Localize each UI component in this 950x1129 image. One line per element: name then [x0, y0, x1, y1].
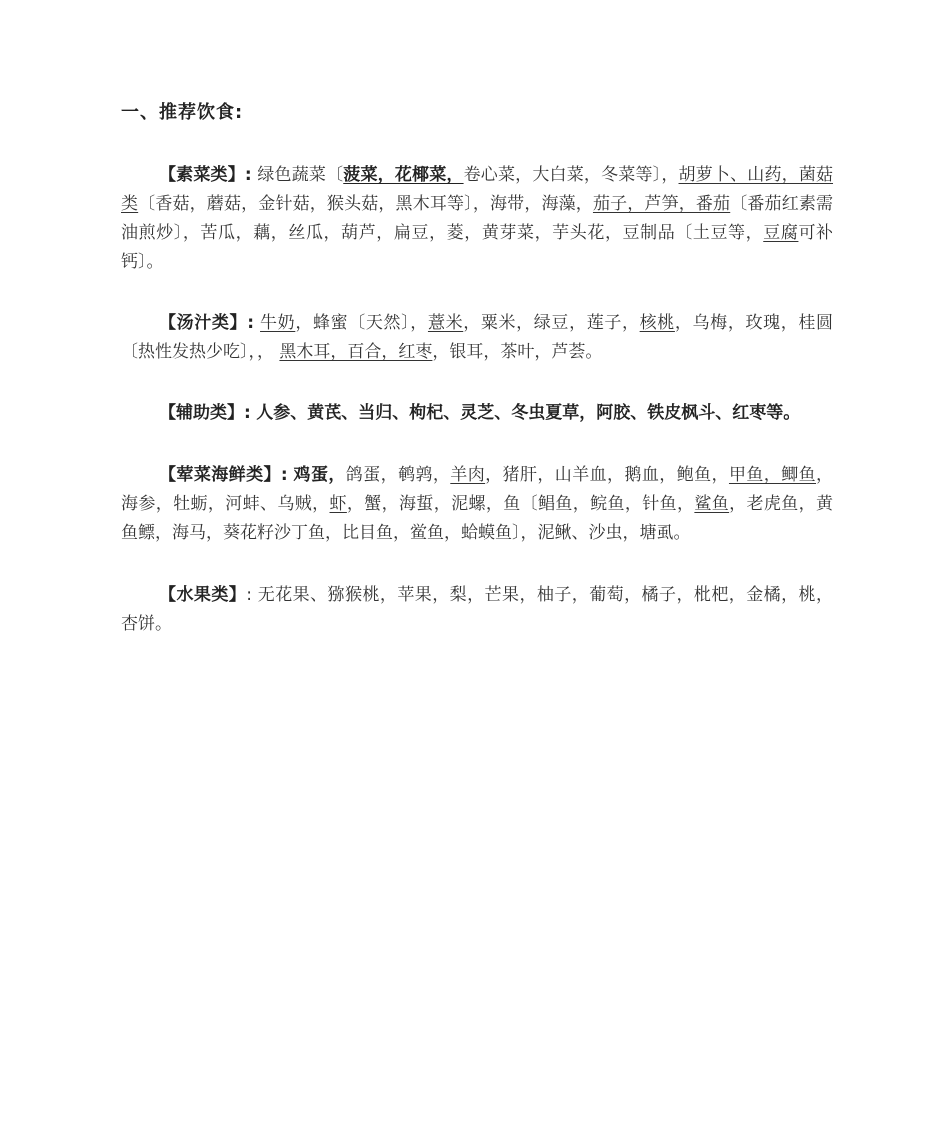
fruits-paragraph: [121, 581, 833, 639]
text-span: 可补钙〕。: [121, 223, 834, 272]
text-span: : 无花果、猕猴桃，苹果，梨，芒果，柚子，葡萄，橘子，枇杷，金橘，桃，杏饼。: [121, 585, 833, 634]
vegetables-paragraph: [121, 161, 833, 277]
text-span-underlined: 茄子，芦笋，番茄: [592, 194, 731, 214]
text-span-underlined: 牛奶: [260, 313, 296, 333]
text-span: ，老虎鱼，黄鱼鳔，海马，葵花籽沙丁鱼，比目鱼，鲎鱼，蛤蟆鱼〕，泥鳅、沙虫，塘虱。: [121, 494, 833, 543]
meat-seafood-label: 【荤菜海鲜类】:: [159, 465, 288, 485]
text-span: 绿色蔬菜〔: [257, 165, 344, 185]
section-heading: 一、推荐饮食:: [121, 102, 244, 123]
text-span: ，蟹，海蜇，泥螺，鱼〔鲳鱼，鲩鱼，针鱼，: [346, 494, 695, 514]
text-span: 卷心菜，大白菜，冬菜等〕，: [463, 165, 679, 185]
soups-label: 【汤汁类】:: [159, 313, 254, 333]
text-span: ，粟米，绿豆，莲子，: [463, 313, 640, 333]
text-span: ，银耳，茶叶，芦荟。: [432, 342, 603, 362]
text-span-underlined: 薏米: [427, 313, 464, 333]
fruits-label: 【水果类】: [159, 585, 247, 605]
text-span-underlined: 鲨鱼: [694, 494, 730, 514]
text-span: 〔香菇，蘑菇，金针菇，猴头菇，黑木耳等〕，海带，海藻，: [138, 194, 593, 214]
text-span-bold: 鸡蛋，: [293, 465, 346, 485]
vegetables-label: 【素菜类】:: [159, 165, 252, 185]
text-span-underlined: 黑木耳，百合，红枣: [279, 342, 433, 362]
text-span-bold-underlined: 菠菜，花椰菜，: [343, 165, 464, 185]
text-span-underlined: 豆腐: [763, 223, 799, 243]
soups-paragraph: [121, 309, 833, 367]
text-span: ，乌梅，玫瑰，桂圆〔热性发热少吃〕，，: [121, 313, 834, 362]
meat-seafood-paragraph: [121, 461, 833, 548]
text-span: ，海参，牡蛎，河蚌、乌贼，: [121, 465, 834, 514]
supplements-label: 【辅助类】:: [159, 403, 251, 423]
text-span-underlined: 羊肉: [450, 465, 486, 485]
text-span-underlined: 胡萝卜、山药，菌菇类: [121, 165, 834, 214]
text-span-underlined: 甲鱼，鲫鱼: [728, 465, 817, 485]
text-span-bold: 人参、黄芪、当归、枸杞、灵芝、冬虫夏草，阿胶、铁皮枫斗、红枣等。: [256, 403, 801, 423]
supplements-paragraph: [121, 399, 833, 428]
text-span: 鸽蛋，鹌鹑，: [345, 465, 451, 485]
text-span-underlined: 虾: [329, 494, 347, 514]
text-span: 〔番茄红素需油煎炒〕，苦瓜，藕，丝瓜，葫芦，扁豆，菱，黄芽菜，芋头花，豆制品〔土豆等，: [121, 194, 834, 243]
text-span: ，猪肝，山羊血，鹅血，鲍鱼，: [485, 465, 729, 485]
text-span-underlined: 核桃: [639, 313, 675, 333]
text-span: ，蜂蜜〔天然〕，: [295, 313, 428, 333]
